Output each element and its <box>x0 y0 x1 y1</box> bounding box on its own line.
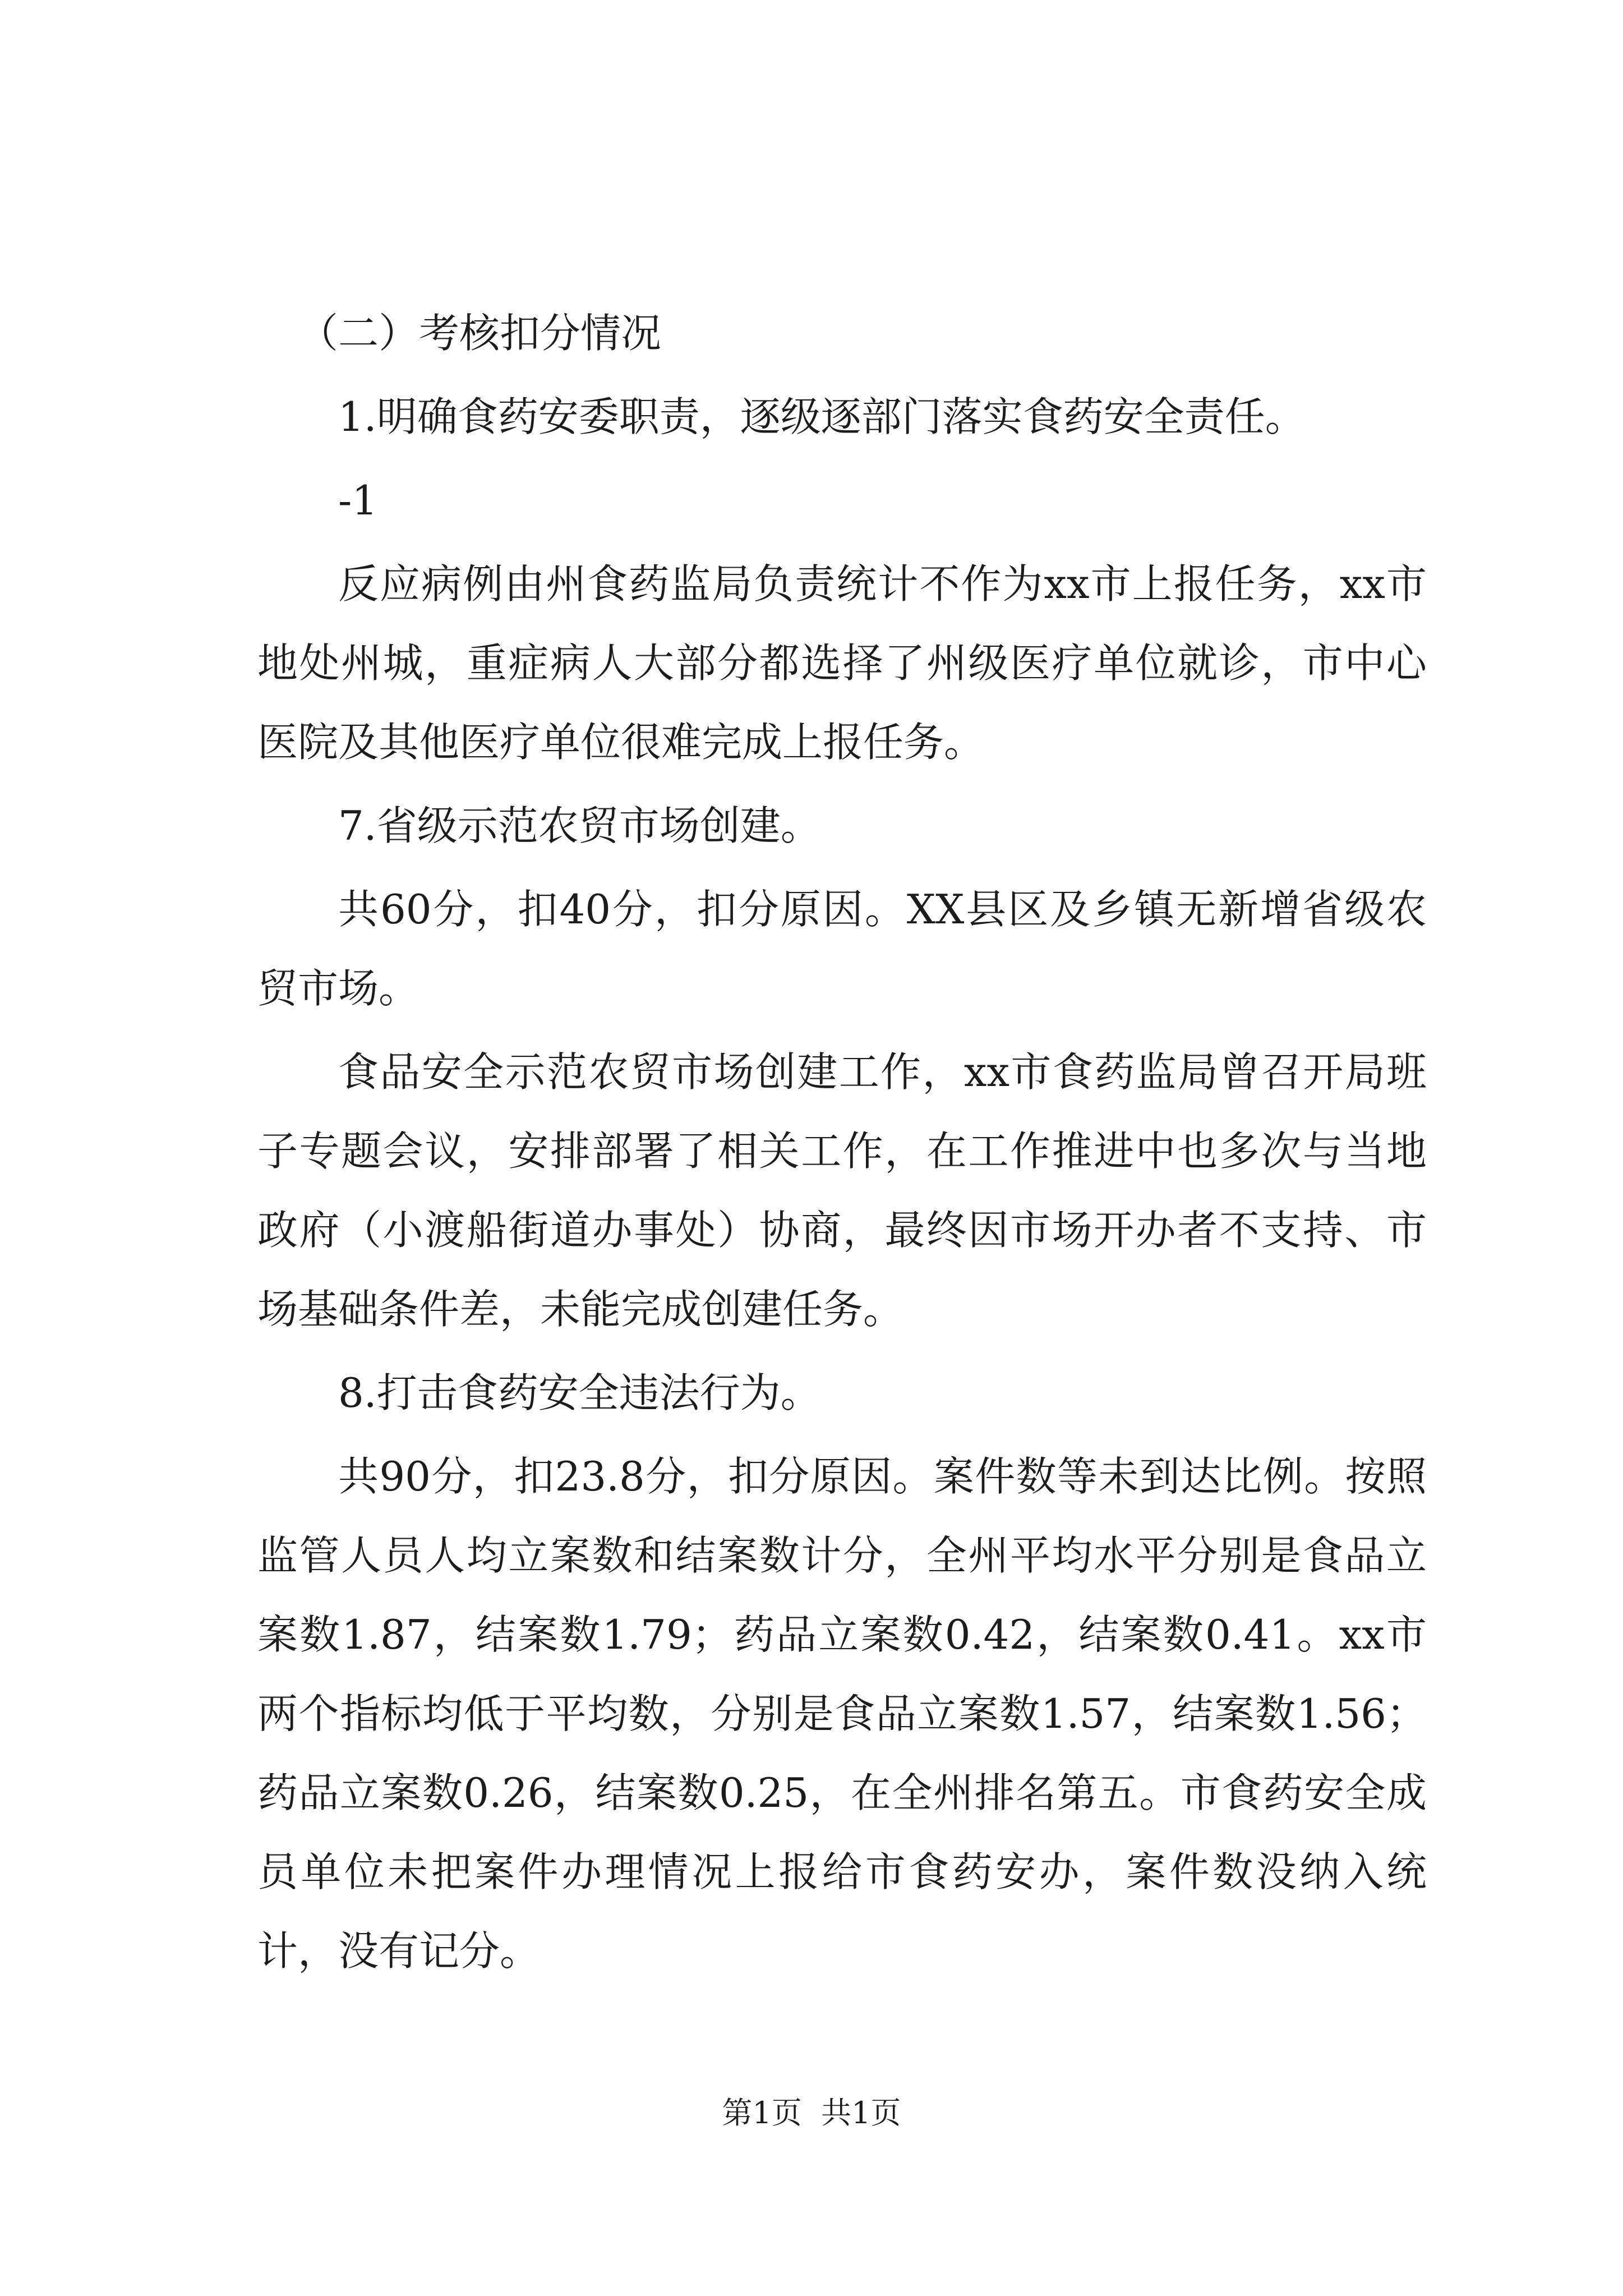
page-total: 共1页 <box>821 2095 901 2131</box>
paragraph: 食品安全示范农贸市场创建工作，xx市食药监局曾召开局班子专题会议，安排部署了相关工作，在工作推进中也多次与当地政府（小渡船街道办事处）协商，最终因市场开办者不支持、市场基础条件差，未能完成创建任务。 <box>257 1048 1427 1333</box>
footer-separator <box>802 2095 821 2131</box>
page-footer <box>0 2093 1623 2133</box>
paragraph: 反应病例由州食药监局负责统计不作为xx市上报任务，xx市地处州城，重症病人大部分都选择了州级医疗单位就诊，市中心医院及其他医疗单位很难完成上报任务。 <box>257 560 1427 766</box>
document-body <box>257 294 1427 1995</box>
section-heading: （二）考核扣分情况 <box>298 310 662 357</box>
paragraph: 8.打击食药安全违法行为。 <box>338 1369 821 1416</box>
paragraph: -1 <box>338 477 378 524</box>
paragraph: 共60分，扣40分，扣分原因。XX县区及乡镇无新增省级农贸市场。 <box>257 886 1427 1012</box>
paragraph: 共90分，扣23.8分，扣分原因。案件数等未到达比例。按照监管人员人均立案数和结案数计分，全州平均水平分别是食品立案数1.87，结案数1.79；药品立案数0.42，结案数0.41。xx市两个指标均低于平均数，分别是食品立案数1.57，结案数1.56；药品立案数0.26，结案数0.25，在全州排名第五。市食药安全成员单位未把案件办理情况上报给市食药安办，案件数没纳入统计，没有记分。 <box>257 1453 1427 1975</box>
page-number: 第1页 <box>722 2095 802 2131</box>
paragraph: 7.省级示范农贸市场创建。 <box>338 802 821 849</box>
paragraph: 1.明确食药安委职责，逐级逐部门落实食药安全责任。 <box>338 393 1306 440</box>
